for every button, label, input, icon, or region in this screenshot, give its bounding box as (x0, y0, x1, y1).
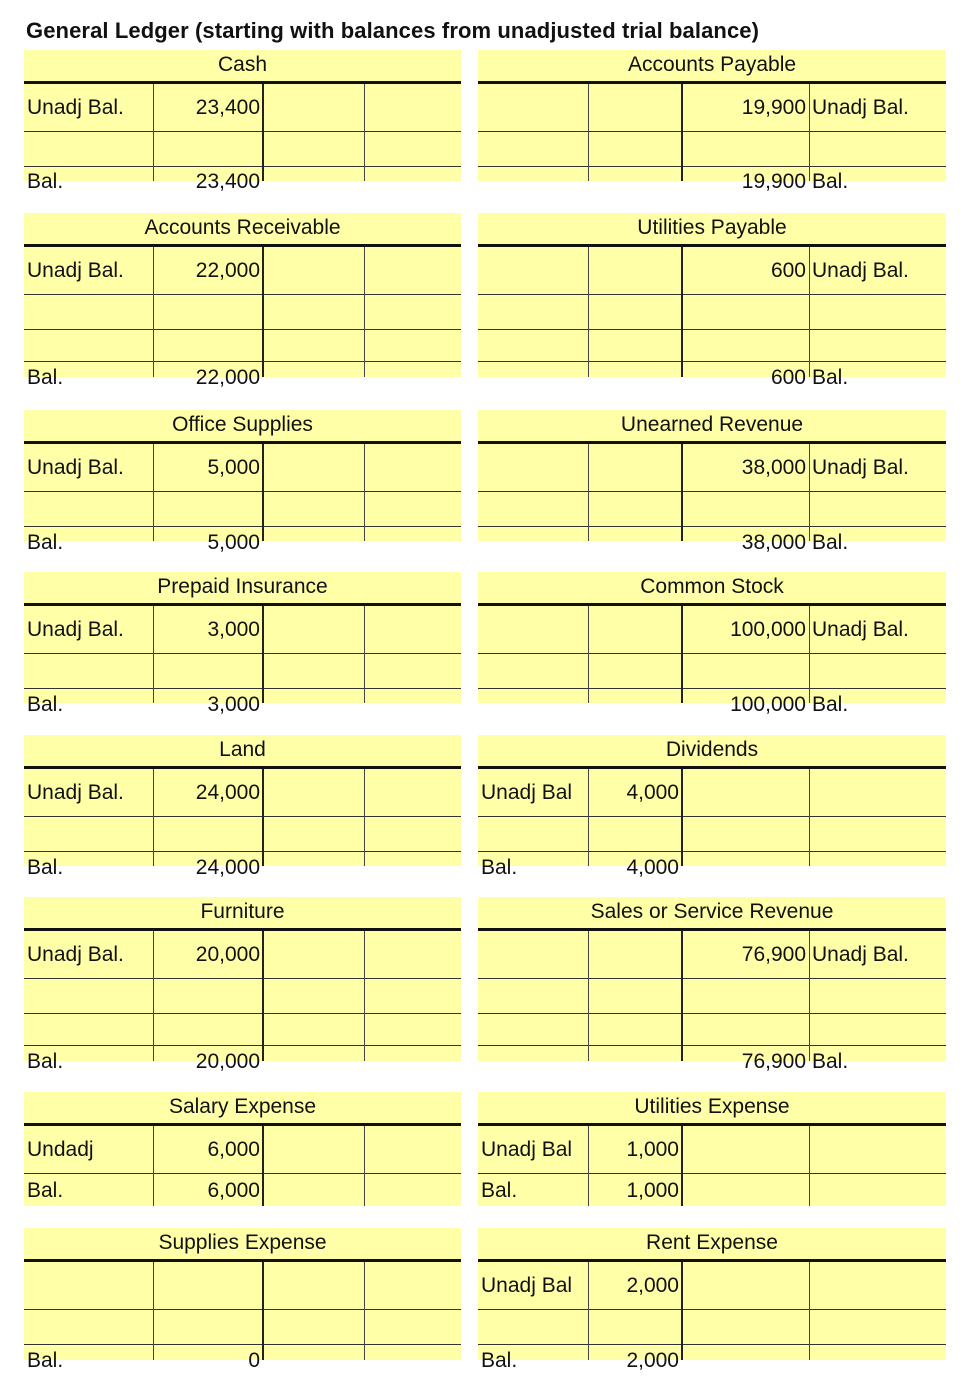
credit-amount (263, 978, 364, 1013)
right-label (809, 978, 946, 1013)
account-title: Sales or Service Revenue (590, 900, 834, 923)
left-label: Bal. (481, 856, 518, 879)
debit-amount: 22,000 (195, 366, 260, 389)
right-label (364, 247, 461, 294)
debit-amount: 5,000 (207, 456, 260, 479)
debit-amount (588, 816, 682, 851)
right-label: Bal. (812, 1050, 849, 1073)
left-label: Bal. (27, 693, 64, 716)
debit-amount: 23,400 (195, 96, 260, 119)
left-label (478, 978, 588, 1013)
credit-amount (263, 851, 364, 884)
t-account-salary-expense (24, 1092, 461, 1206)
right-label (364, 816, 461, 851)
account-title: Unearned Revenue (620, 413, 804, 436)
account-title: Utilities Payable (637, 216, 787, 239)
left-label (478, 1309, 588, 1344)
right-label (364, 978, 461, 1013)
right-label: Unadj Bal. (812, 456, 909, 479)
credit-amount (263, 1045, 364, 1078)
right-label (364, 166, 461, 197)
right-label (364, 931, 461, 978)
left-label: Unadj Bal (481, 781, 573, 804)
right-label: Unadj Bal. (812, 259, 909, 282)
debit-amount: 20,000 (195, 943, 260, 966)
t-account-prepaid-insurance (24, 572, 461, 716)
credit-amount (263, 1173, 364, 1208)
credit-amount (682, 131, 809, 166)
credit-amount (263, 1126, 364, 1173)
debit-amount (153, 131, 263, 166)
right-label (809, 769, 946, 816)
t-account-land (24, 735, 461, 879)
left-label: Unadj Bal. (27, 781, 124, 804)
debit-amount: 3,000 (207, 618, 260, 641)
left-label (478, 688, 588, 721)
page-title: General Ledger (starting with balances from unadjusted trial balance) (26, 18, 760, 43)
right-label (364, 131, 461, 166)
right-label (809, 329, 946, 361)
t-account-rent-expense (478, 1228, 946, 1372)
left-label (24, 294, 153, 329)
account-title: Utilities Expense (634, 1095, 790, 1118)
right-label: Bal. (812, 366, 849, 389)
debit-amount (588, 526, 682, 559)
credit-amount (263, 816, 364, 851)
account-title: Dividends (665, 738, 759, 761)
account-title: Furniture (200, 900, 285, 923)
t-account-utilities-expense (478, 1092, 946, 1206)
credit-amount (263, 606, 364, 653)
right-label (364, 526, 461, 559)
right-label: Bal. (812, 531, 849, 554)
credit-amount: 76,900 (741, 1050, 806, 1073)
credit-amount (263, 769, 364, 816)
right-label: Unadj Bal. (812, 618, 909, 641)
left-label (24, 491, 153, 526)
debit-amount: 0 (248, 1349, 260, 1372)
left-label (24, 1309, 153, 1344)
credit-amount: 19,900 (741, 170, 806, 193)
credit-amount (682, 1126, 809, 1173)
left-label (24, 653, 153, 688)
credit-amount: 38,000 (741, 456, 806, 479)
right-label (809, 294, 946, 329)
t-account-sales-or-service-revenue (478, 897, 946, 1073)
credit-amount (682, 1013, 809, 1045)
credit-amount (263, 931, 364, 978)
left-label: Unadj Bal. (27, 456, 124, 479)
left-label (478, 166, 588, 197)
debit-amount: 6,000 (207, 1179, 260, 1202)
credit-amount (263, 131, 364, 166)
debit-amount (588, 444, 682, 491)
left-label: Unadj Bal (481, 1274, 573, 1297)
credit-amount (682, 978, 809, 1013)
credit-amount: 100,000 (730, 693, 806, 716)
credit-amount: 600 (770, 259, 806, 282)
right-label (364, 1344, 461, 1377)
right-label (809, 1173, 946, 1208)
credit-amount: 76,900 (741, 943, 806, 966)
account-title: Rent Expense (646, 1231, 778, 1254)
credit-amount (682, 1262, 809, 1309)
right-label (809, 1013, 946, 1045)
debit-amount (153, 653, 263, 688)
left-label: Unadj Bal. (27, 618, 124, 641)
left-label (24, 329, 153, 361)
right-label (809, 1262, 946, 1309)
left-label (478, 931, 588, 978)
credit-amount (263, 653, 364, 688)
right-label (364, 1173, 461, 1208)
debit-amount (153, 491, 263, 526)
credit-amount (263, 166, 364, 197)
credit-amount (263, 1344, 364, 1377)
t-account-unearned-revenue (478, 410, 946, 554)
debit-amount: 4,000 (626, 856, 679, 879)
debit-amount (588, 606, 682, 653)
credit-amount (682, 816, 809, 851)
right-label (364, 329, 461, 361)
debit-amount (153, 1262, 263, 1309)
right-label (364, 1126, 461, 1173)
right-label (364, 1013, 461, 1045)
t-account-utilities-payable (478, 213, 946, 389)
t-account-common-stock (478, 572, 946, 716)
right-label (364, 653, 461, 688)
right-label (809, 653, 946, 688)
credit-amount (682, 653, 809, 688)
right-label (809, 1309, 946, 1344)
t-account-accounts-payable (478, 50, 946, 193)
account-title: Prepaid Insurance (157, 575, 328, 598)
right-label (364, 1045, 461, 1078)
credit-amount: 100,000 (730, 618, 806, 641)
debit-amount (588, 166, 682, 197)
debit-amount (153, 1013, 263, 1045)
left-label: Bal. (27, 366, 64, 389)
credit-amount (263, 361, 364, 394)
credit-amount (263, 1262, 364, 1309)
credit-amount (263, 84, 364, 131)
left-label: Unadj Bal. (27, 96, 124, 119)
account-title: Accounts Receivable (144, 216, 341, 239)
credit-amount (263, 444, 364, 491)
right-label (364, 688, 461, 721)
debit-amount: 22,000 (195, 259, 260, 282)
debit-amount (588, 361, 682, 394)
credit-amount: 600 (770, 366, 806, 389)
debit-amount (588, 247, 682, 294)
debit-amount: 24,000 (195, 856, 260, 879)
right-label (809, 1126, 946, 1173)
left-label: Bal. (27, 856, 64, 879)
debit-amount (588, 931, 682, 978)
credit-amount (263, 247, 364, 294)
account-title: Cash (217, 53, 268, 76)
right-label (809, 491, 946, 526)
t-account-cash (24, 50, 461, 193)
left-label (24, 1013, 153, 1045)
debit-amount (588, 84, 682, 131)
debit-amount: 24,000 (195, 781, 260, 804)
right-label (364, 361, 461, 394)
t-account-office-supplies (24, 410, 461, 554)
credit-amount (682, 851, 809, 884)
credit-amount (682, 1344, 809, 1377)
debit-amount (153, 978, 263, 1013)
debit-amount: 3,000 (207, 693, 260, 716)
left-label: Bal. (481, 1349, 518, 1372)
credit-amount (682, 491, 809, 526)
right-label (364, 1262, 461, 1309)
left-label: Unadj Bal. (27, 943, 124, 966)
credit-amount (682, 329, 809, 361)
credit-amount (263, 294, 364, 329)
debit-amount (588, 1309, 682, 1344)
right-label (364, 491, 461, 526)
right-label (364, 444, 461, 491)
debit-amount (153, 816, 263, 851)
credit-amount (263, 526, 364, 559)
left-label (478, 606, 588, 653)
debit-amount (588, 1045, 682, 1078)
right-label (809, 131, 946, 166)
left-label (478, 526, 588, 559)
left-label: Bal. (27, 1179, 64, 1202)
left-label: Undadj (27, 1138, 94, 1161)
left-label: Bal. (27, 1349, 64, 1372)
debit-amount (588, 688, 682, 721)
left-label: Unadj Bal. (27, 259, 124, 282)
left-label: Bal. (27, 170, 64, 193)
credit-amount (682, 1309, 809, 1344)
left-label (478, 1045, 588, 1078)
debit-amount (588, 131, 682, 166)
left-label (478, 1013, 588, 1045)
account-title: Common Stock (640, 575, 784, 598)
debit-amount: 6,000 (207, 1138, 260, 1161)
debit-amount (588, 329, 682, 361)
debit-amount (588, 1013, 682, 1045)
left-label (24, 131, 153, 166)
left-label (24, 978, 153, 1013)
left-label: Bal. (481, 1179, 518, 1202)
debit-amount: 1,000 (626, 1138, 679, 1161)
credit-amount (682, 769, 809, 816)
credit-amount: 38,000 (741, 531, 806, 554)
credit-amount (263, 329, 364, 361)
account-title: Salary Expense (168, 1095, 317, 1118)
debit-amount: 23,400 (195, 170, 260, 193)
credit-amount (263, 1309, 364, 1344)
debit-amount: 20,000 (195, 1050, 260, 1073)
right-label (364, 606, 461, 653)
debit-amount (588, 491, 682, 526)
right-label: Bal. (812, 693, 849, 716)
credit-amount (682, 294, 809, 329)
account-title: Supplies Expense (158, 1231, 327, 1254)
right-label (809, 816, 946, 851)
left-label (478, 361, 588, 394)
left-label (478, 84, 588, 131)
right-label (364, 84, 461, 131)
left-label (478, 131, 588, 166)
credit-amount (263, 1013, 364, 1045)
credit-amount: 19,900 (741, 96, 806, 119)
right-label (364, 294, 461, 329)
debit-amount (588, 978, 682, 1013)
right-label (364, 851, 461, 884)
debit-amount: 2,000 (626, 1349, 679, 1372)
left-label (478, 491, 588, 526)
debit-amount (588, 294, 682, 329)
left-label (24, 816, 153, 851)
debit-amount (153, 294, 263, 329)
debit-amount (153, 1309, 263, 1344)
right-label: Unadj Bal. (812, 943, 909, 966)
t-account-accounts-receivable (24, 213, 461, 389)
left-label: Bal. (27, 1050, 64, 1073)
left-label (478, 294, 588, 329)
debit-amount (588, 653, 682, 688)
debit-amount: 4,000 (626, 781, 679, 804)
debit-amount (153, 329, 263, 361)
right-label (809, 1344, 946, 1377)
left-label (478, 816, 588, 851)
credit-amount (682, 1173, 809, 1208)
t-account-dividends (478, 735, 946, 879)
right-label (364, 769, 461, 816)
debit-amount: 2,000 (626, 1274, 679, 1297)
left-label: Unadj Bal (481, 1138, 573, 1161)
account-title: Office Supplies (172, 413, 313, 436)
left-label (24, 1262, 153, 1309)
left-label: Bal. (27, 531, 64, 554)
credit-amount (263, 688, 364, 721)
t-account-supplies-expense (24, 1228, 461, 1372)
account-title: Accounts Payable (627, 53, 797, 76)
debit-amount: 1,000 (626, 1179, 679, 1202)
left-label (478, 444, 588, 491)
left-label (478, 247, 588, 294)
account-title: Land (219, 738, 266, 761)
right-label: Bal. (812, 170, 849, 193)
left-label (478, 329, 588, 361)
t-account-furniture (24, 897, 461, 1073)
right-label (364, 1309, 461, 1344)
credit-amount (263, 491, 364, 526)
right-label (809, 851, 946, 884)
left-label (478, 653, 588, 688)
right-label: Unadj Bal. (812, 96, 909, 119)
debit-amount: 5,000 (207, 531, 260, 554)
